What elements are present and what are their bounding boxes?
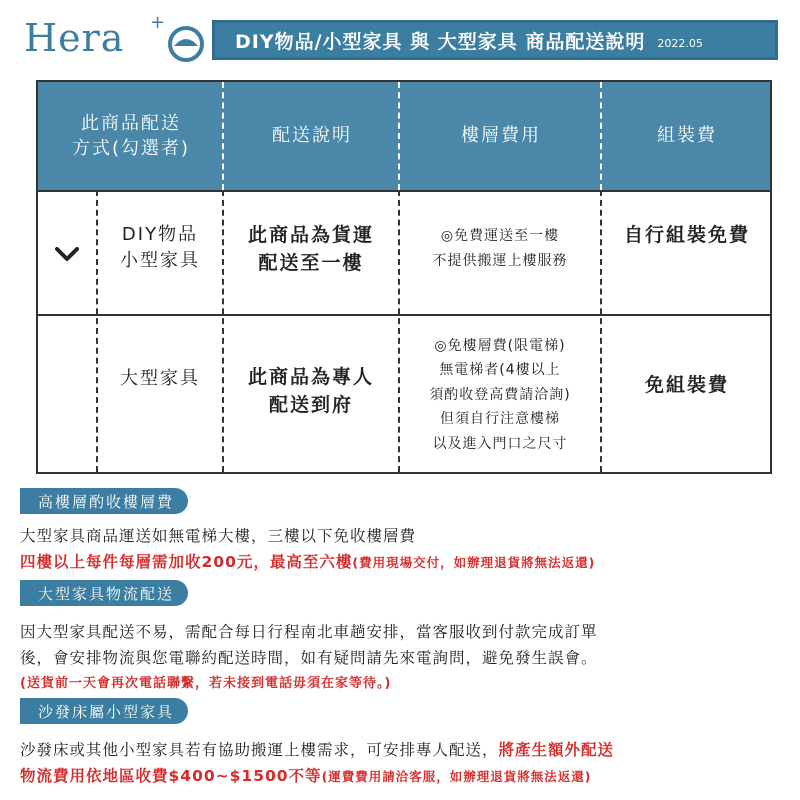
row1-item-line: 小型家具	[120, 250, 200, 272]
header-method: 此商品配送 方式(勾選者)	[71, 112, 191, 159]
row1-delivery-line: 配送至一樓	[258, 251, 364, 274]
row1-floor-line: ◎免費運送至一樓	[440, 228, 560, 244]
row2-floor-line: 以及進入門口之尺寸	[432, 435, 568, 452]
section-label-sofa-bed: 沙發床屬小型家具	[20, 698, 188, 724]
section1-note: (費用現場交付，如辦理退貨將無法返還)	[352, 555, 596, 570]
row1-check-cell	[38, 192, 96, 314]
row2-floor-line: 無電梯者(4樓以上	[439, 362, 561, 379]
row1-delivery	[224, 192, 398, 314]
row2-item: 大型家具	[120, 368, 200, 389]
section3-fee-text: 物流費用依地區收費$400~$1500不等	[20, 767, 322, 785]
row1-floor-fee	[400, 192, 600, 314]
row2-floor-line: ◎免樓層費(限電梯)	[434, 337, 566, 354]
row1-floor-line: 不提供搬運上樓服務	[432, 252, 568, 269]
title-bar	[212, 20, 778, 60]
row2-delivery-line: 配送到府	[268, 393, 353, 416]
section1-line2	[20, 550, 595, 572]
section-label-floor-fee: 高樓層酌收樓層費	[20, 488, 188, 514]
section2-line3	[20, 672, 391, 691]
section2-line1: 因大型家具配送不易，需配合每日行程南北車趟安排，當客服收到付款完成訂單	[20, 623, 598, 641]
row2-floor-line: 須酌收登高費請洽詢)	[429, 386, 571, 403]
header-assembly: 組裝費	[657, 125, 717, 147]
section3-line2	[20, 764, 592, 786]
row2-floor-fee	[400, 316, 600, 474]
section2-red-note: (送貨前一天會再次電話聯繫，若未接到電話毋須在家等待。)	[20, 676, 392, 691]
header-divider	[222, 82, 224, 190]
row2-delivery	[224, 316, 398, 474]
section3-line1	[20, 738, 614, 760]
table-header	[38, 82, 770, 190]
logo-plus: +	[150, 12, 166, 33]
brand-logo	[20, 12, 200, 68]
section3-normal-text: 沙發床或其他小型家具若有協助搬運上樓需求，可安排專人配送，	[20, 741, 499, 759]
header-divider	[398, 82, 400, 190]
row1-assembly: 自行組裝免費	[623, 224, 750, 246]
row1-delivery-line: 此商品為貨運	[247, 224, 374, 246]
section3-red-text: 將產生額外配送	[498, 741, 615, 759]
row2-floor-line: 但須自行注意樓梯	[440, 411, 560, 428]
checkmark-icon	[54, 243, 80, 263]
row2-assembly: 免組裝費	[644, 374, 729, 396]
title-date: 2022.05	[657, 36, 703, 50]
row1-item	[98, 192, 222, 314]
header-divider	[600, 82, 602, 190]
section1-red-text: 四樓以上每件每層需加收200元，最高至六樓	[20, 553, 353, 571]
section3-note: (運費費用請洽客服，如辦理退貨將無法返還)	[321, 769, 592, 784]
logo-mark-icon	[166, 24, 206, 64]
page-title: DIY物品/小型家具 與 大型家具 商品配送說明	[235, 30, 646, 53]
logo-text: Hera	[24, 16, 125, 60]
header-floor-fee: 樓層費用	[461, 125, 541, 147]
delivery-table	[36, 80, 772, 474]
section2-line2: 後，會安排物流與您電聯約配送時間，如有疑問請先來電詢問，避免發生誤會。	[20, 649, 598, 667]
section1-line1: 大型家具商品運送如無電梯大樓，三樓以下免收樓層費	[20, 527, 417, 545]
header-delivery: 配送說明	[272, 125, 352, 147]
row2-delivery-line: 此商品為專人	[247, 366, 374, 388]
row1-item-line: DIY物品	[121, 224, 199, 245]
section-label-logistics: 大型家具物流配送	[20, 580, 188, 606]
